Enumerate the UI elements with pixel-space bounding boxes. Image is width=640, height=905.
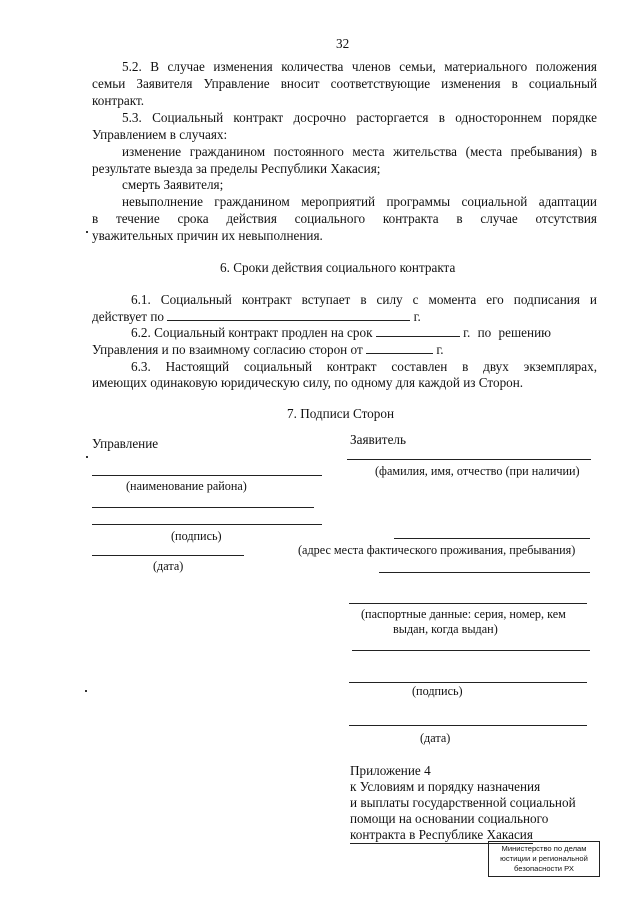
scan-speck (85, 690, 87, 692)
scan-speck (86, 231, 88, 233)
stamp-line2: юстиции и региональной (500, 854, 588, 863)
p63-line1: 6.3. Настоящий социальный контракт составлен в двух экземплярах, (131, 359, 597, 374)
right-date-caption: (дата) (420, 731, 451, 745)
right-party-title: Заявитель (350, 432, 407, 447)
case2: смерть Заявителя; (122, 177, 224, 192)
p62-line1 (131, 325, 551, 341)
district-caption: (наименование района) (126, 479, 247, 493)
section7-heading: 7. Подписи Сторон (287, 406, 395, 421)
name-line (347, 459, 591, 460)
p61-year-suffix: г. (413, 309, 421, 324)
page-number: 32 (336, 36, 350, 51)
left-signature-line (92, 524, 322, 525)
scan-speck (86, 456, 88, 458)
district-line (92, 475, 322, 476)
p62-line2-text: Управления и по взаимному согласию сторон от (92, 342, 363, 357)
right-signature-caption: (подпись) (412, 684, 463, 698)
address-line-2 (379, 572, 590, 573)
left-date-line (92, 555, 244, 556)
passport-caption-line2: выдан, когда выдан) (393, 622, 498, 636)
stamp-line1: Министерство по делам (501, 844, 587, 853)
p52-line1: 5.2. В случае изменения количества членов семьи, материального положения (122, 59, 597, 74)
case1-line1: изменение гражданином постоянного места жительства (места пребывания) в (122, 144, 597, 159)
ministry-stamp (488, 841, 600, 877)
name-caption: (фамилия, имя, отчество (при наличии) (375, 464, 580, 478)
case3-line3: уважительных причин их невыполнения. (92, 228, 323, 243)
case1-line2: результате выезда за пределы Республики Хакасия; (92, 161, 381, 176)
p52-line3: контракт. (92, 93, 145, 108)
appendix-line4: помощи на основании социального (350, 811, 549, 826)
right-signature-line (349, 682, 587, 683)
section6-heading: 6. Сроки действия социального контракта (220, 260, 456, 275)
appendix-line3: и выплаты государственной социальной (350, 795, 576, 810)
p61-line1: 6.1. Социальный контракт вступает в силу с момента его подписания и (131, 292, 597, 307)
p62-line2 (92, 342, 444, 358)
left-party-title: Управление (92, 436, 159, 451)
district-line-2 (92, 507, 314, 508)
p62-term-blank (376, 325, 460, 337)
appendix-line1: Приложение 4 (350, 763, 431, 778)
p53-line2: Управлением в случаях: (92, 127, 228, 142)
passport-line-2 (352, 650, 590, 651)
p61-line2-text: действует по (92, 309, 164, 324)
appendix-line5: контракта в Республике Хакасия (350, 827, 533, 842)
left-signature-caption: (подпись) (171, 529, 222, 543)
passport-line (349, 603, 587, 604)
p61-blank-line (167, 309, 410, 321)
p62-decision-text: г. по решению (463, 325, 551, 340)
p62-year-suffix: г. (436, 342, 444, 357)
p62-date-blank (366, 342, 433, 354)
p52-line2: семьи Заявителя Управление вносит соответствующие изменения в социальный (92, 76, 597, 91)
case3-line1: невыполнение гражданином мероприятий программы социальной адаптации (122, 194, 597, 209)
right-date-line (349, 725, 587, 726)
address-line (394, 538, 590, 539)
case3-line2: в течение срока действия социального контракта в случае отсутствия (92, 211, 597, 226)
left-date-caption: (дата) (153, 559, 184, 573)
p63-line2: имеющих одинаковую юридическую силу, по одному для каждой из Сторон. (92, 375, 524, 390)
address-caption: (адрес места фактического проживания, пребывания) (298, 543, 576, 557)
passport-caption-line1: (паспортные данные: серия, номер, кем (361, 607, 566, 621)
p61-line2 (92, 309, 421, 325)
p62-line1-text: 6.2. Социальный контракт продлен на срок (131, 325, 373, 340)
p53-line1: 5.3. Социальный контракт досрочно расторгается в одностороннем порядке (122, 110, 597, 125)
appendix-line2: к Условиям и порядку назначения (350, 779, 541, 794)
stamp-line3: безопасности РХ (514, 864, 574, 873)
